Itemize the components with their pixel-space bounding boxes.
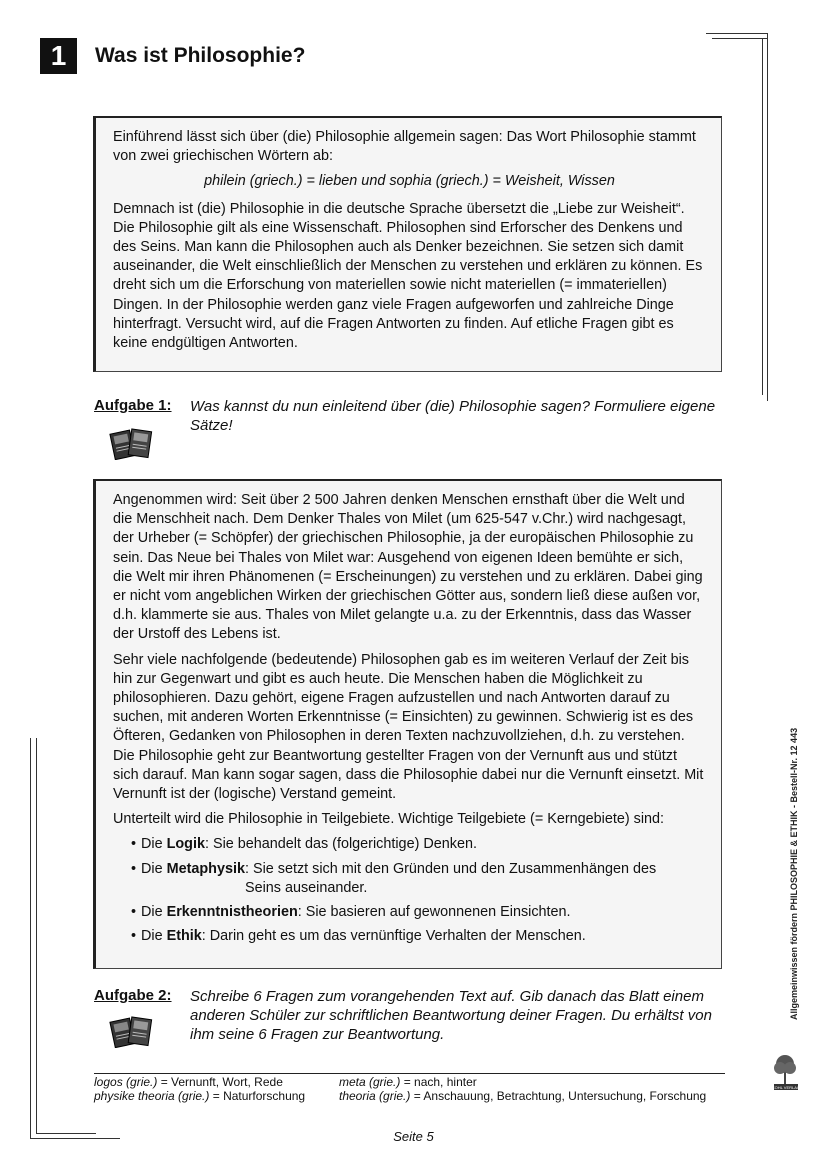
intro-paragraph: Einführend lässt sich über (die) Philosophie allgemein sagen: Das Wort Philosophie stammt von zwei griechischen Wörtern ab:	[113, 129, 696, 165]
topic-term: Erkenntnistheorien	[166, 904, 298, 921]
glossary-def: = nach, hinter	[400, 1075, 477, 1089]
chapter-number-badge: 1	[40, 38, 77, 74]
glossary-term: theoria (grie.)	[339, 1089, 411, 1103]
bullet: •	[131, 904, 137, 921]
task1-label	[94, 397, 172, 414]
frame-line-left-vertical-2	[36, 738, 37, 1134]
glossary-def: = Naturforschung	[209, 1089, 306, 1103]
philosophers-paragraph: Sehr viele nachfolgende (bedeutende) Philosophen gab es im weiteren Verlauf der Zeit bis hin zur Gegenwart und gibt es auch heute. Die Menschen haben die Möglichkeit zu philosophieren. Dazu gehört, eigene Fragen aufzustellen und nach Antworten darauf zu suchen, mit anderen Worten Erkenntnisse (= Einsichten) zu gewinnen. Schwierig ist es des Öfteren, Gedanken von Philosophen in deren Texten nachzuvollziehen, d.h. zu verstehen. Die Philosophie geht zur Beantwortung gestellter Fragen von der Vernunft aus und stützt sich darauf. Man kann sogar sagen, dass die Philosophie dabei nur die Vernunft einsetzt. Mit Vernunft ist der (logische) Verstand gemeint.	[113, 651, 704, 803]
glossary-row	[94, 1089, 725, 1103]
task1-label-text: Aufgabe 1	[94, 397, 167, 414]
task1-colon: :	[166, 397, 172, 414]
glossary-def: = Anschauung, Betrachtung, Untersuchung, Forschung	[410, 1089, 707, 1103]
topic-prefix: Die	[141, 860, 167, 877]
list-item	[131, 835, 706, 854]
topic-desc: : Darin geht es um das vernünftige Verhalten der Menschen.	[201, 928, 586, 945]
glossary-term: meta (grie.)	[339, 1075, 401, 1089]
frame-line-top-right	[706, 33, 768, 34]
subfields-intro: Unterteilt wird die Philosophie in Teilgebiete. Wichtige Teilgebiete (= Kerngebiete) sind:	[113, 811, 665, 828]
topic-desc: : Sie basieren auf gewonnenen Einsichten.	[297, 904, 571, 921]
main-text-box	[93, 479, 722, 969]
list-item	[131, 903, 706, 922]
subfields-list	[113, 835, 706, 946]
list-item	[131, 860, 706, 898]
glossary-term: physike theoria (grie.)	[94, 1089, 210, 1103]
definition-paragraph: Demnach ist (die) Philosophie in die deutsche Sprache übersetzt die „Liebe zur Weisheit“. Die Philosophie gilt als eine Wissenschaft. Philosophen sind Erforscher des Denkens und des Seins. Man kann die Philosophen auch als Denker bezeichnen. Sie setzen sich damit auseinander, die Welt einschließlich der Menschen zu verstehen und erklären zu können. Es dreht sich um die Erforschung von materiellen sowie nicht materiellen (= immateriellen) Dingen. In der Philosophie werden ganz viele Fragen aufgeworfen und zahlreiche Dinge hinterfragt. Versucht wird, auf die Fragen Antworten zu finden. Auf etliche Fragen gibt es keine endgültigen Antworten.	[113, 200, 703, 352]
topic-term: Logik	[166, 836, 205, 853]
topic-prefix: Die	[141, 904, 167, 921]
publisher-name: KOHL VERLAG	[771, 1085, 800, 1090]
task2-label	[94, 987, 172, 1004]
task2-label-text: Aufgabe 2	[94, 987, 167, 1004]
notebook-icon	[108, 424, 154, 460]
glossary-row	[94, 1075, 725, 1089]
page-title: Was ist Philosophie?	[95, 44, 306, 67]
frame-line-top-right-2	[712, 38, 768, 39]
glossary-def: = Vernunft, Wort, Rede	[157, 1075, 283, 1089]
task2-colon: :	[166, 987, 172, 1004]
frame-line-right-vertical-2	[762, 38, 763, 395]
topic-prefix: Die	[141, 836, 167, 853]
notebook-icon	[108, 1012, 154, 1048]
intro-text-box	[93, 116, 722, 372]
page-number: Seite 5	[393, 1129, 434, 1144]
topic-desc: : Sie setzt sich mit den Gründen und den Zusammenhängen des Seins auseinander.	[244, 860, 657, 896]
publisher-logo-icon	[770, 1040, 800, 1096]
list-item	[131, 927, 706, 946]
task2-text: Schreibe 6 Fragen zum vorangehenden Text auf. Gib danach das Blatt einem anderen Schüler zur schriftlichen Beantwortung deiner Fragen. Du erhältst von ihm seine 6 Fragen zur Beantwortung.	[190, 988, 712, 1043]
topic-term: Metaphysik	[166, 860, 245, 877]
glossary	[94, 1073, 725, 1103]
frame-line-right-vertical	[767, 33, 768, 401]
glossary-term: logos (grie.)	[94, 1075, 158, 1089]
topic-term: Ethik	[166, 928, 202, 945]
frame-line-left-vertical	[30, 738, 31, 1139]
etymology-line: philein (griech.) = lieben und sophia (griech.) = Weisheit, Wissen	[204, 173, 615, 190]
thales-paragraph: Angenommen wird: Seit über 2 500 Jahren denken Menschen ernsthaft über die Welt und die Menschheit nach. Dem Denker Thales von Milet (um 625-547 v.Chr.) wird nachgesagt, der Urheber (= Schöpfer) der griechischen Philosophie, ja der europäischen Philosophie zu sein. Das Neue bei Thales von Milet war: Ausgehend von eigenen Ideen bemühte er sich, die Welt mir ihren Phänomenen (= Erscheinungen) zu verstehen und zu erklären. Dabei ging er nicht vom angeblichen Wirken der griechischen Götter aus, sondern ließ diese außen vor, d.h. klammerte sie aus. Thales von Milet gelangte u.a. zu der Erkenntnis, dass das Wasser der Urstoff des Lebens ist.	[113, 492, 703, 643]
bullet: •	[131, 836, 137, 853]
task1-text: Was kannst du nun einleitend über (die) Philosophie sagen? Formuliere eigene Sätze!	[190, 398, 716, 434]
side-series-label: Allgemeinwissen fördern PHILOSOPHIE & ETHIK - Bestell-Nr. 12 443	[789, 727, 799, 1020]
bullet: •	[131, 860, 137, 877]
topic-prefix: Die	[141, 928, 167, 945]
bullet: •	[131, 928, 137, 945]
topic-desc: : Sie behandelt das (folgerichtige) Denken.	[204, 836, 477, 853]
